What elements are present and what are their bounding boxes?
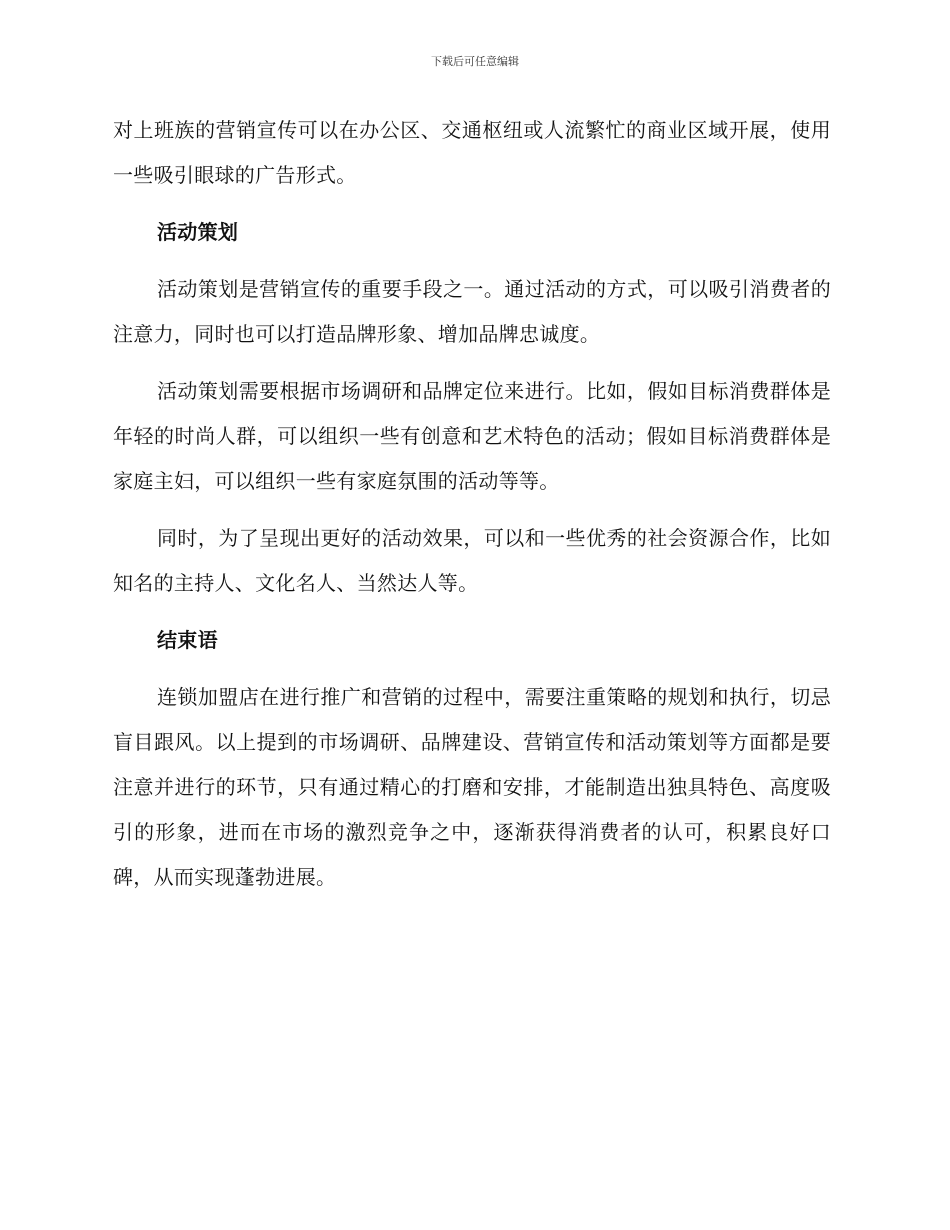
page-header-note: 下载后可任意编辑 xyxy=(431,55,519,68)
paragraph-event-planning-targeting: 活动策划需要根据市场调研和品牌定位来进行。比如，假如目标消费群体是年轻的时尚人群，可以组织一些有创意和艺术特色的活动；假如目标消费群体是家庭主妇，可以组织一些有家庭氛围的活动等等。 xyxy=(113,379,831,493)
document-body xyxy=(113,108,831,900)
paragraph-office-workers: 对上班族的营销宣传可以在办公区、交通枢纽或人流繁忙的商业区域开展，使用一些吸引眼球的广告形式。 xyxy=(113,118,831,187)
section-heading-conclusion: 结束语 xyxy=(157,628,218,652)
section-heading-event-planning: 活动策划 xyxy=(157,220,239,244)
paragraph-conclusion: 连锁加盟店在进行推广和营销的过程中，需要注重策略的规划和执行，切忌盲目跟风。以上提到的市场调研、品牌建设、营销宣传和活动策划等方面都是要注意并进行的环节，只有通过精心的打磨和安排，才能制造出独具特色、高度吸引的形象，进而在市场的激烈竞争之中，逐渐获得消费者的认可，积累良好口碑，从而实现蓬勃进展。 xyxy=(113,685,831,889)
paragraph-event-planning-intro: 活动策划是营销宣传的重要手段之一。通过活动的方式，可以吸引消费者的注意力，同时也可以打造品牌形象、增加品牌忠诚度。 xyxy=(113,277,831,346)
paragraph-event-planning-partners: 同时，为了呈现出更好的活动效果，可以和一些优秀的社会资源合作，比如知名的主持人、文化名人、当然达人等。 xyxy=(113,526,831,595)
